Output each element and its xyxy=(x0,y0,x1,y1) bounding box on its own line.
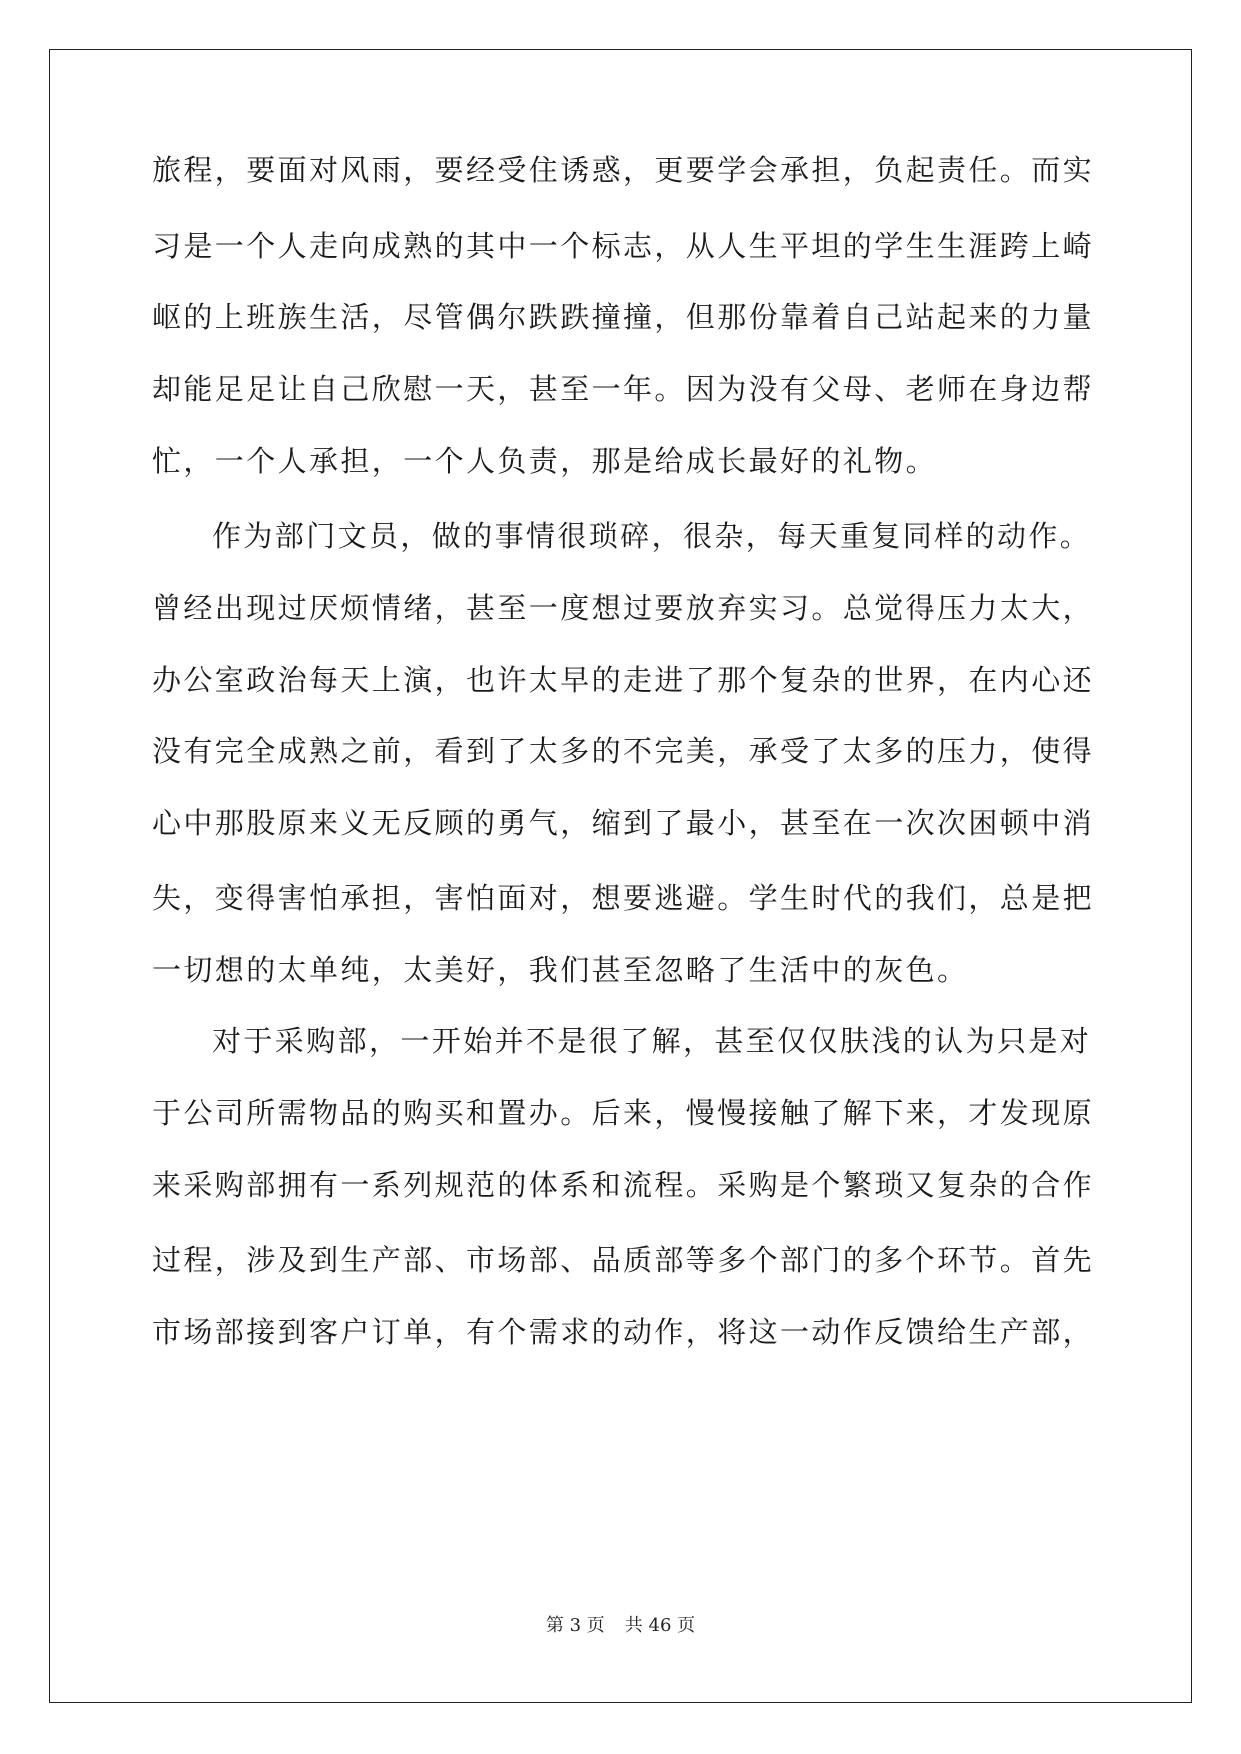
text-line: 过程，涉及到生产部、市场部、品质部等多个部门的多个环节。首先 xyxy=(152,1243,1095,1277)
text-line: 曾经出现过厌烦情绪，甚至一度想过要放弃实习。总觉得压力太大， xyxy=(152,591,1095,625)
page-number: 第 3 页 xyxy=(545,1615,605,1636)
paragraph-first-line: 对于采购部，一开始并不是很了解，甚至仅仅肤浅的认为只是对 xyxy=(212,1024,1092,1058)
text-line: 办公室政治每天上演，也许太早的走进了那个复杂的世界，在内心还 xyxy=(152,663,1095,697)
text-line: 习是一个人走向成熟的其中一个标志，从人生平坦的学生生涯跨上崎 xyxy=(152,229,1095,263)
text-line: 岖的上班族生活，尽管偶尔跌跌撞撞，但那份靠着自己站起来的力量 xyxy=(152,300,1095,334)
text-line: 却能足足让自己欣慰一天，甚至一年。因为没有父母、老师在身边帮 xyxy=(152,372,1095,406)
text-line: 心中那股原来义无反顾的勇气，缩到了最小，甚至在一次次困顿中消 xyxy=(152,806,1095,840)
text-line: 没有完全成熟之前，看到了太多的不完美，承受了太多的压力，使得 xyxy=(152,734,1095,768)
text-line: 失，变得害怕承担，害怕面对，想要逃避。学生时代的我们，总是把 xyxy=(152,881,1095,915)
text-line: 一切想的太单纯，太美好，我们甚至忽略了生活中的灰色。 xyxy=(152,953,969,987)
text-line: 忙，一个人承担，一个人负责，那是给成长最好的礼物。 xyxy=(152,444,938,478)
paragraph-first-line: 作为部门文员，做的事情很琐碎，很杂，每天重复同样的动作。 xyxy=(212,519,1092,553)
text-line: 于公司所需物品的购买和置办。后来，慢慢接触了解下来，才发现原 xyxy=(152,1096,1095,1130)
text-line: 旅程，要面对风雨，要经受住诱惑，更要学会承担，负起责任。而实 xyxy=(152,153,1095,187)
page-total: 共 46 页 xyxy=(624,1615,696,1636)
text-line: 市场部接到客户订单，有个需求的动作，将这一动作反馈给生产部， xyxy=(152,1315,1095,1349)
page-footer xyxy=(0,1614,1241,1638)
text-line: 来采购部拥有一系列规范的体系和流程。采购是个繁琐又复杂的合作 xyxy=(152,1168,1095,1202)
